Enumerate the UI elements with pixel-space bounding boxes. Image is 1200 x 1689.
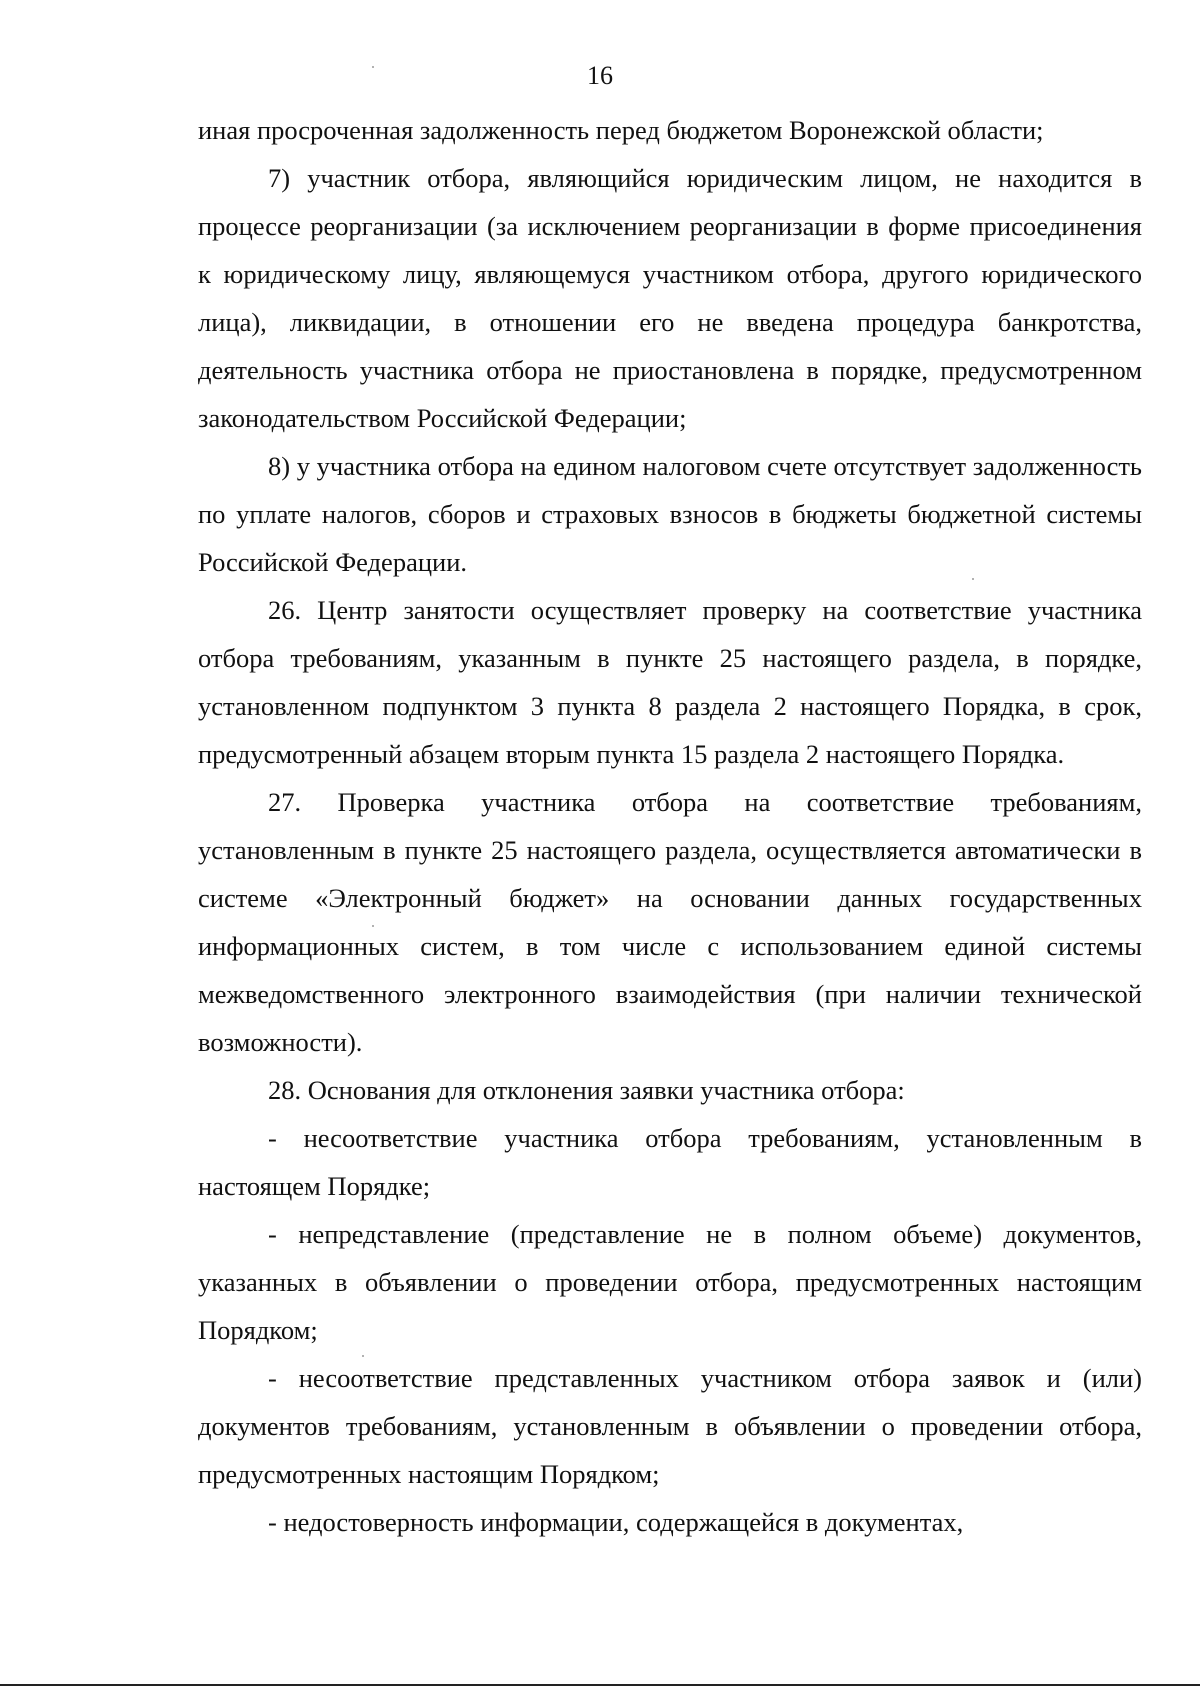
paragraph-item-8: 8) у участника отбора на едином налоговом счете отсутствует задолженность по уплате налогов, сборов и страховых взносов в бюджеты бюджетной системы Российской Федерации. bbox=[198, 451, 1142, 577]
paragraph-arrears-budget: иная просроченная задолженность перед бюджетом Воронежской области; bbox=[198, 115, 1044, 145]
scan-speck bbox=[972, 578, 974, 580]
list-item-nonsubmission: - непредставление (представление не в полном объеме) документов, указанных в объявлении о проведении отбора, предусмотренных настоящим Порядком; bbox=[198, 1219, 1142, 1345]
scan-speck bbox=[372, 925, 374, 927]
list-item-document-mismatch: - несоответствие представленных участником отбора заявок и (или) документов требованиям, установленным в объявлении о проведении отбора, предусмотренных настоящим Порядком; bbox=[198, 1363, 1142, 1489]
paragraph-clause-26: 26. Центр занятости осуществляет проверку на соответствие участника отбора требованиям, указанным в пункте 25 настоящего раздела, в порядке, установленном подпунктом 3 пункта 8 раздела 2 настоящего Порядка, в срок, предусмотренный абзацем вторым пункта 15 раздела 2 настоящего Порядка. bbox=[198, 595, 1142, 769]
paragraph-clause-27: 27. Проверка участника отбора на соответствие требованиям, установленным в пункте 25 настоящего раздела, осуществляется автоматически в системе «Электронный бюджет» на основании данных государственных информационных систем, в том числе с использованием единой системы межведомственного электронного взаимодействия (при наличии технической возможности). bbox=[198, 787, 1142, 1057]
document-body bbox=[198, 106, 1142, 1546]
scan-speck bbox=[372, 66, 374, 68]
scan-speck bbox=[362, 1355, 364, 1357]
list-item-unreliable-info: - недостоверность информации, содержащейся в документах, bbox=[268, 1507, 964, 1537]
list-item-noncompliance: - несоответствие участника отбора требованиям, установленным в настоящем Порядке; bbox=[198, 1123, 1142, 1201]
paragraph-item-7: 7) участник отбора, являющийся юридическим лицом, не находится в процессе реорганизации (за исключением реорганизации в форме присоединения к юридическому лицу, являющемуся участником отбора, другого юридического лица), ликвидации, в отношении его не введена процедура банкротства, деятельность участника отбора не приостановлена в порядке, предусмотренном законодательством Российской Федерации; bbox=[198, 163, 1142, 433]
page-number: 16 bbox=[587, 61, 613, 90]
paragraph-clause-28: 28. Основания для отклонения заявки участника отбора: bbox=[268, 1075, 905, 1105]
scan-edge-line bbox=[0, 1684, 1200, 1686]
